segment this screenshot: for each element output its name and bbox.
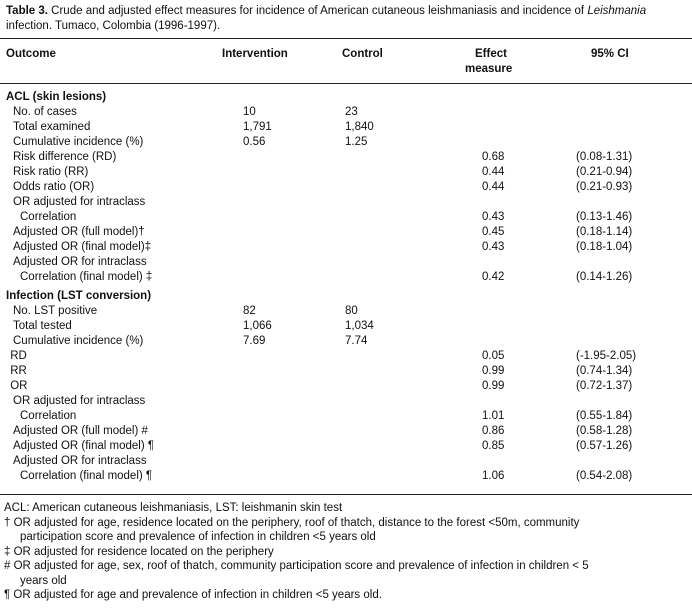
confidence-interval-value: (0.14-1.26) xyxy=(576,271,633,283)
table-row xyxy=(0,135,692,150)
table-row xyxy=(0,379,692,394)
confidence-interval-value: (0.74-1.34) xyxy=(576,365,633,377)
row-label: Adjusted OR (final model)‡ xyxy=(13,241,152,253)
table-row xyxy=(0,165,692,180)
table-row xyxy=(0,319,692,334)
effect-measure-value: 0.05 xyxy=(482,350,505,362)
row-label: Cumulative incidence (%) xyxy=(13,335,144,347)
row-label: Cumulative incidence (%) xyxy=(13,136,144,148)
effect-measure-value: 0.44 xyxy=(482,166,505,178)
effect-measure-value: 0.68 xyxy=(482,151,505,163)
header-effect-line1: Effect xyxy=(475,48,507,60)
effect-measure-value: 0.43 xyxy=(482,241,505,253)
effect-measure-value: 1.01 xyxy=(482,410,505,422)
table-row xyxy=(0,270,692,285)
row-label: Correlation xyxy=(20,410,77,422)
header-rule xyxy=(0,83,692,84)
footnote-pilcrow: ¶ OR adjusted for age and prevalence of infection in children <5 years old. xyxy=(4,589,382,601)
confidence-interval-value: (0.72-1.37) xyxy=(576,380,633,392)
confidence-interval-value: (0.13-1.46) xyxy=(576,211,633,223)
effect-measure-value: 0.99 xyxy=(482,365,505,377)
table-row xyxy=(0,349,692,364)
intervention-value: 82 xyxy=(243,305,256,317)
footnote-dagger-line2: participation score and prevalence of infection in children <5 years old xyxy=(20,531,376,543)
footnote-hash-line1: # OR adjusted for age, sex, roof of thatch, community participation score and prevalence of infection in children < 5 xyxy=(4,560,589,572)
top-rule xyxy=(0,38,692,39)
confidence-interval-value: (0.58-1.28) xyxy=(576,425,633,437)
table-row xyxy=(0,180,692,195)
intervention-value: 7.69 xyxy=(243,335,266,347)
header-effect-line2: measure xyxy=(465,63,513,75)
row-label: Adjusted OR for intraclass xyxy=(13,455,147,467)
effect-measure-value: 0.42 xyxy=(482,271,505,283)
confidence-interval-value: (0.18-1.04) xyxy=(576,241,633,253)
table-row xyxy=(0,304,692,319)
confidence-interval-value: (0.54-2.08) xyxy=(576,470,633,482)
row-label: OR xyxy=(10,380,28,392)
table-row xyxy=(0,424,692,439)
section-heading xyxy=(0,289,692,304)
control-value: 80 xyxy=(345,305,358,317)
control-value: 1,034 xyxy=(345,320,374,332)
row-label: Odds ratio (OR) xyxy=(13,181,95,193)
confidence-interval-value: (0.08-1.31) xyxy=(576,151,633,163)
caption-text-a: Crude and adjusted effect measures for incidence of American cutaneous leishmaniasis and incidence of xyxy=(51,5,585,17)
row-label: Total tested xyxy=(13,320,72,332)
row-label: RR xyxy=(10,365,27,377)
footnote-hash-line2: years old xyxy=(20,574,67,587)
table-row xyxy=(0,150,692,165)
footnote-abbreviations: ACL: American cutaneous leishmaniasis, LST: leishmanin skin test xyxy=(4,502,343,514)
intervention-value: 0.56 xyxy=(243,136,266,148)
row-label: Adjusted OR (full model)† xyxy=(13,226,145,238)
row-label: Correlation (final model) ‡ xyxy=(20,271,153,283)
row-label: OR adjusted for intraclass xyxy=(13,395,146,407)
table-row xyxy=(0,195,692,210)
confidence-interval-value: (0.18-1.14) xyxy=(576,226,633,238)
row-label: No. LST positive xyxy=(13,305,98,317)
footnote-hash xyxy=(4,559,688,588)
table-row xyxy=(0,120,692,135)
header-intervention: Intervention xyxy=(222,48,288,60)
control-value: 23 xyxy=(345,106,358,118)
intervention-value: 1,791 xyxy=(243,121,272,133)
row-label: RD xyxy=(10,350,27,362)
row-label: OR adjusted for intraclass xyxy=(13,196,146,208)
footnote-double-dagger: ‡ OR adjusted for residence located on the periphery xyxy=(4,545,274,558)
effect-measure-value: 0.86 xyxy=(482,425,505,437)
confidence-interval-value: (-1.95-2.05) xyxy=(576,350,637,362)
header-ci: 95% CI xyxy=(591,48,629,60)
row-label: Adjusted OR (final model) ¶ xyxy=(13,440,155,452)
row-label: No. of cases xyxy=(13,106,77,118)
header-outcome: Outcome xyxy=(6,48,56,60)
row-label: Adjusted OR for intraclass xyxy=(13,256,147,268)
intervention-value: 1,066 xyxy=(243,320,272,332)
effect-measure-value: 0.45 xyxy=(482,226,505,238)
footnote-dagger-line1: † OR adjusted for age, residence located on the periphery, roof of thatch, distance to the forest <50m, community xyxy=(4,516,580,529)
header-control: Control xyxy=(342,48,383,60)
table-row xyxy=(0,255,692,270)
section-heading xyxy=(0,90,692,105)
control-value: 1.25 xyxy=(345,136,368,148)
confidence-interval-value: (0.21-0.93) xyxy=(576,181,633,193)
confidence-interval-value: (0.57-1.26) xyxy=(576,440,633,452)
control-value: 7.74 xyxy=(345,335,368,347)
table-row xyxy=(0,469,692,484)
effect-measure-value: 0.43 xyxy=(482,211,505,223)
row-label: Correlation xyxy=(20,211,77,223)
effect-measure-value: 0.85 xyxy=(482,440,505,452)
row-label: Infection (LST conversion) xyxy=(6,290,152,302)
effect-measure-value: 0.99 xyxy=(482,380,505,392)
control-value: 1,840 xyxy=(345,121,374,133)
row-label: Total examined xyxy=(13,121,91,133)
table-row xyxy=(0,454,692,469)
table-row xyxy=(0,240,692,255)
table-row xyxy=(0,409,692,424)
table-row xyxy=(0,364,692,379)
caption-italic: Leishmania xyxy=(587,5,647,17)
table-row xyxy=(0,334,692,349)
table-row xyxy=(0,210,692,225)
table-row xyxy=(0,439,692,454)
row-label: Risk ratio (RR) xyxy=(13,166,89,178)
row-label: Risk difference (RD) xyxy=(13,151,117,163)
table-row xyxy=(0,394,692,409)
caption-text-b: infection. Tumaco, Colombia (1996-1997). xyxy=(6,20,221,32)
confidence-interval-value: (0.55-1.84) xyxy=(576,410,633,422)
row-label: Correlation (final model) ¶ xyxy=(20,470,153,482)
row-label: ACL (skin lesions) xyxy=(6,91,107,103)
table-row xyxy=(0,225,692,240)
effect-measure-value: 0.44 xyxy=(482,181,505,193)
bottom-rule xyxy=(0,494,692,495)
confidence-interval-value: (0.21-0.94) xyxy=(576,166,633,178)
footnote-dagger xyxy=(4,516,688,545)
effect-measure-value: 1.06 xyxy=(482,470,505,482)
intervention-value: 10 xyxy=(243,106,256,118)
footnotes xyxy=(4,501,688,603)
table-caption xyxy=(6,4,688,34)
caption-label: Table 3. xyxy=(6,5,48,17)
table-row xyxy=(0,105,692,120)
row-label: Adjusted OR (full model) # xyxy=(13,425,148,437)
